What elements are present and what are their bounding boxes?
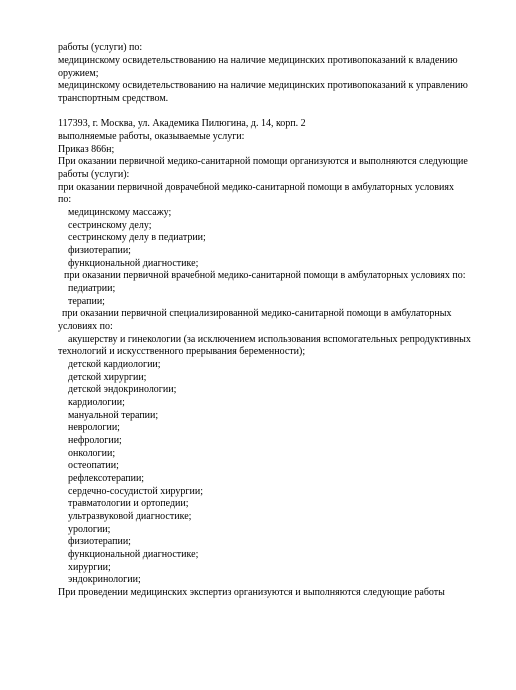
list-item: физиотерапии;: [68, 536, 131, 547]
text-line: условиях по:: [58, 321, 113, 332]
text-line: При проведении медицинских экспертиз организуются и выполняются следующие работы: [58, 587, 445, 598]
text-line: по:: [58, 194, 72, 205]
list-item: физиотерапии;: [68, 245, 131, 256]
list-item: остеопатии;: [68, 460, 119, 471]
text-line: работы (услуги):: [58, 169, 130, 180]
list-item: сердечно-сосудистой хирургии;: [68, 486, 203, 497]
address-line: 117393, г. Москва, ул. Академика Пилюгина, д. 14, корп. 2: [58, 118, 306, 129]
list-item: детской кардиологии;: [68, 359, 161, 370]
list-item: хирургии;: [68, 562, 111, 573]
list-item: акушерству и гинекологии (за исключением использования вспомогательных репродуктивных: [68, 334, 471, 345]
text-line: при оказании первичной доврачебной медико-санитарной помощи в амбулаторных условиях: [58, 182, 454, 193]
list-item: сестринскому делу;: [68, 220, 152, 231]
list-item: функциональной диагностике;: [68, 258, 199, 269]
list-item: функциональной диагностике;: [68, 549, 199, 560]
list-item: медицинскому массажу;: [68, 207, 172, 218]
text-line: Приказ 866н;: [58, 144, 115, 155]
list-item: рефлексотерапии;: [68, 473, 145, 484]
list-item: эндокринологии;: [68, 574, 141, 585]
list-item: урологии;: [68, 524, 111, 535]
list-item: сестринскому делу в педиатрии;: [68, 232, 206, 243]
text-line: выполняемые работы, оказываемые услуги:: [58, 131, 245, 142]
text-line: при оказании первичной врачебной медико-санитарной помощи в амбулаторных условиях по:: [64, 270, 466, 281]
list-item: кардиологии;: [68, 397, 125, 408]
list-item: травматологии и ортопедии;: [68, 498, 189, 509]
list-item: онкологии;: [68, 448, 116, 459]
text-line: при оказании первичной специализированной медико-санитарной помощи в амбулаторных: [62, 308, 452, 319]
list-item: неврологии;: [68, 422, 120, 433]
list-item: детской эндокринологии;: [68, 384, 177, 395]
text-line: технологий и искусственного прерывания беременности);: [58, 346, 306, 357]
text-line: транспортным средством.: [58, 93, 169, 104]
list-item: ультразвуковой диагностике;: [68, 511, 192, 522]
text-line: оружием;: [58, 68, 99, 79]
list-item: нефрологии;: [68, 435, 122, 446]
text-line: медицинскому освидетельствованию на наличие медицинских противопоказаний к управлению: [58, 80, 468, 91]
text-line: медицинскому освидетельствованию на наличие медицинских противопоказаний к владению: [58, 55, 458, 66]
list-item: терапии;: [68, 296, 105, 307]
list-item: педиатрии;: [68, 283, 116, 294]
text-line: работы (услуги) по:: [58, 42, 143, 53]
list-item: детской хирургии;: [68, 372, 147, 383]
list-item: мануальной терапии;: [68, 410, 159, 421]
text-line: При оказании первичной медико-санитарной помощи организуются и выполняются следующие: [58, 156, 468, 167]
